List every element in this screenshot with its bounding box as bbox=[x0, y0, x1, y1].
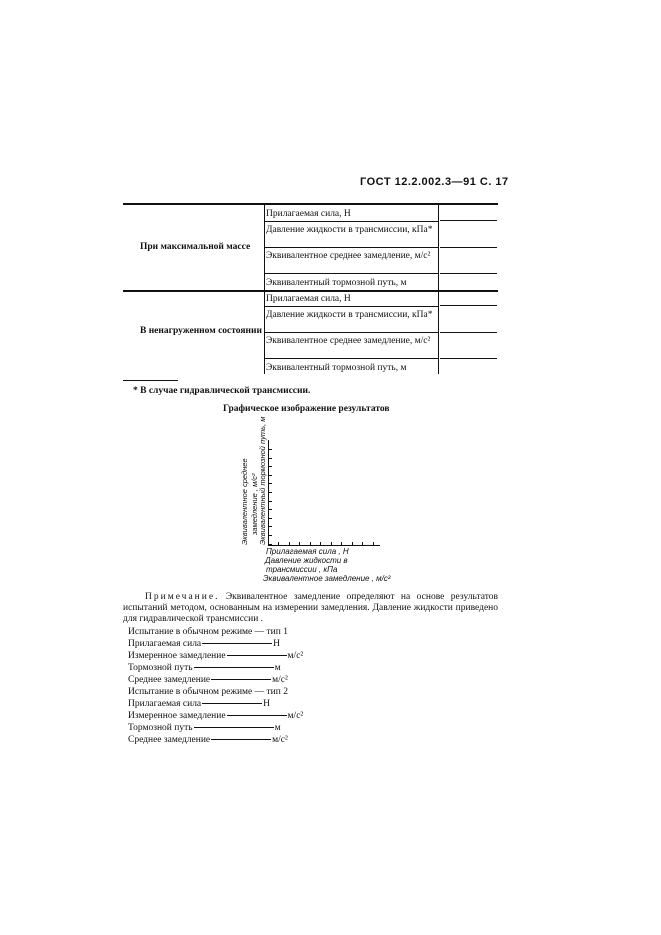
form-label: Измеренное замедление bbox=[128, 651, 226, 661]
blank-field[interactable] bbox=[194, 667, 274, 668]
footnote-rule bbox=[123, 380, 178, 381]
form-label: Среднее замедление bbox=[128, 675, 211, 685]
table-cell: Давление жидкости в трансмиссии, кПа* bbox=[266, 310, 433, 320]
table-cell: Эквивалентное среднее замедление, м/с² bbox=[266, 251, 431, 261]
x-tick bbox=[341, 542, 342, 545]
x-tick bbox=[331, 542, 332, 545]
blank-field[interactable] bbox=[227, 655, 287, 656]
y-tick bbox=[269, 509, 272, 510]
x-axis bbox=[268, 545, 380, 546]
table-cell: Эквивалентный тормозной путь, м bbox=[266, 278, 407, 288]
blank-field[interactable] bbox=[202, 643, 272, 644]
y-tick bbox=[269, 483, 272, 484]
y-axis bbox=[268, 440, 269, 546]
form-row bbox=[128, 734, 303, 746]
form-unit: м/с² bbox=[272, 675, 288, 685]
blank-field[interactable] bbox=[211, 679, 271, 680]
form-label: Тормозной путь bbox=[128, 663, 193, 673]
x-axis-label: Давление жидкости в bbox=[265, 556, 348, 565]
x-axis-label: Эквивалентное замедление , м/с² bbox=[263, 574, 391, 583]
y-tick bbox=[269, 466, 272, 467]
form-row bbox=[128, 638, 303, 650]
x-tick bbox=[310, 542, 311, 545]
form-row bbox=[128, 686, 303, 698]
form-row bbox=[128, 674, 303, 686]
table-cell: Прилагаемая сила, Н bbox=[266, 294, 351, 304]
y-tick bbox=[269, 492, 272, 493]
y-tick bbox=[269, 475, 272, 476]
y-axis-label: Эквивалентный тормозной путь, м bbox=[258, 416, 267, 545]
table-cell: Давление жидкости в трансмиссии, кПа* bbox=[266, 225, 433, 235]
blank-field[interactable] bbox=[194, 727, 274, 728]
form-label: Измеренное замедление bbox=[128, 711, 226, 721]
y-tick bbox=[269, 501, 272, 502]
graph-title: Графическое изображение результатов bbox=[223, 404, 390, 414]
form-row bbox=[128, 662, 303, 674]
blank-field[interactable] bbox=[202, 703, 262, 704]
y-tick bbox=[269, 544, 272, 545]
form-label: Прилагаемая сила bbox=[128, 699, 202, 709]
footnote: * В случае гидравлической трансмиссии. bbox=[133, 386, 311, 396]
x-tick bbox=[289, 542, 290, 545]
group-label: При максимальной массе bbox=[140, 242, 251, 252]
x-tick bbox=[352, 542, 353, 545]
y-tick bbox=[269, 458, 272, 459]
form-unit: м bbox=[274, 723, 281, 733]
x-tick bbox=[362, 542, 363, 545]
page-header: ГОСТ 12.2.002.3—91 С. 17 bbox=[360, 176, 509, 188]
y-axis-label: замедление , м/с² bbox=[250, 473, 259, 535]
note-text: Эквивалентное замедление определяют на основе результатов испытаний методом, основанным на измерении замедления. Давление жидкости приведено для гидравлической трансмиссии . bbox=[123, 592, 498, 624]
form-unit: м/с² bbox=[287, 711, 304, 721]
x-tick bbox=[373, 542, 374, 545]
table-top-rule bbox=[123, 203, 498, 205]
test-form bbox=[128, 626, 303, 746]
x-tick bbox=[320, 542, 321, 545]
x-axis-label: трансмиссии , кПа bbox=[266, 565, 338, 574]
form-unit: м bbox=[274, 663, 281, 673]
form-label: Испытание в обычном режиме — тип 1 bbox=[128, 627, 288, 637]
x-axis-label: Прилагаемая сила , Н bbox=[266, 547, 349, 556]
form-row bbox=[128, 722, 303, 734]
table-group-divider bbox=[123, 290, 498, 292]
y-tick bbox=[269, 518, 272, 519]
table-cell: Прилагаемая сила, Н bbox=[266, 209, 351, 219]
table-cell: Эквивалентное среднее замедление, м/с² bbox=[266, 336, 431, 346]
blank-field[interactable] bbox=[211, 739, 271, 740]
table-cell: Эквивалентный тормозной путь, м bbox=[266, 363, 407, 373]
form-unit: м/с² bbox=[287, 651, 304, 661]
x-tick bbox=[278, 542, 279, 545]
form-label: Прилагаемая сила bbox=[128, 639, 202, 649]
blank-field[interactable] bbox=[227, 715, 287, 716]
y-tick bbox=[269, 526, 272, 527]
form-label: Среднее замедление bbox=[128, 735, 211, 745]
form-label: Испытание в обычном режиме — тип 2 bbox=[128, 687, 288, 697]
note-lead: Примечание. bbox=[145, 592, 220, 602]
form-unit: Н bbox=[273, 639, 281, 649]
note bbox=[123, 592, 498, 625]
group-label: В ненагруженном состоянии bbox=[140, 326, 262, 336]
y-tick bbox=[269, 535, 272, 536]
form-unit: Н bbox=[263, 699, 271, 709]
y-axis-label: Эквивалентное среднее bbox=[240, 458, 249, 545]
form-row bbox=[128, 650, 303, 662]
form-label: Тормозной путь bbox=[128, 723, 193, 733]
x-tick bbox=[299, 542, 300, 545]
col-divider bbox=[438, 204, 439, 374]
form-unit: м/с² bbox=[272, 735, 288, 745]
form-row bbox=[128, 626, 303, 638]
y-tick bbox=[269, 449, 272, 450]
form-row bbox=[128, 710, 303, 722]
form-row bbox=[128, 698, 303, 710]
col-divider bbox=[264, 204, 265, 374]
